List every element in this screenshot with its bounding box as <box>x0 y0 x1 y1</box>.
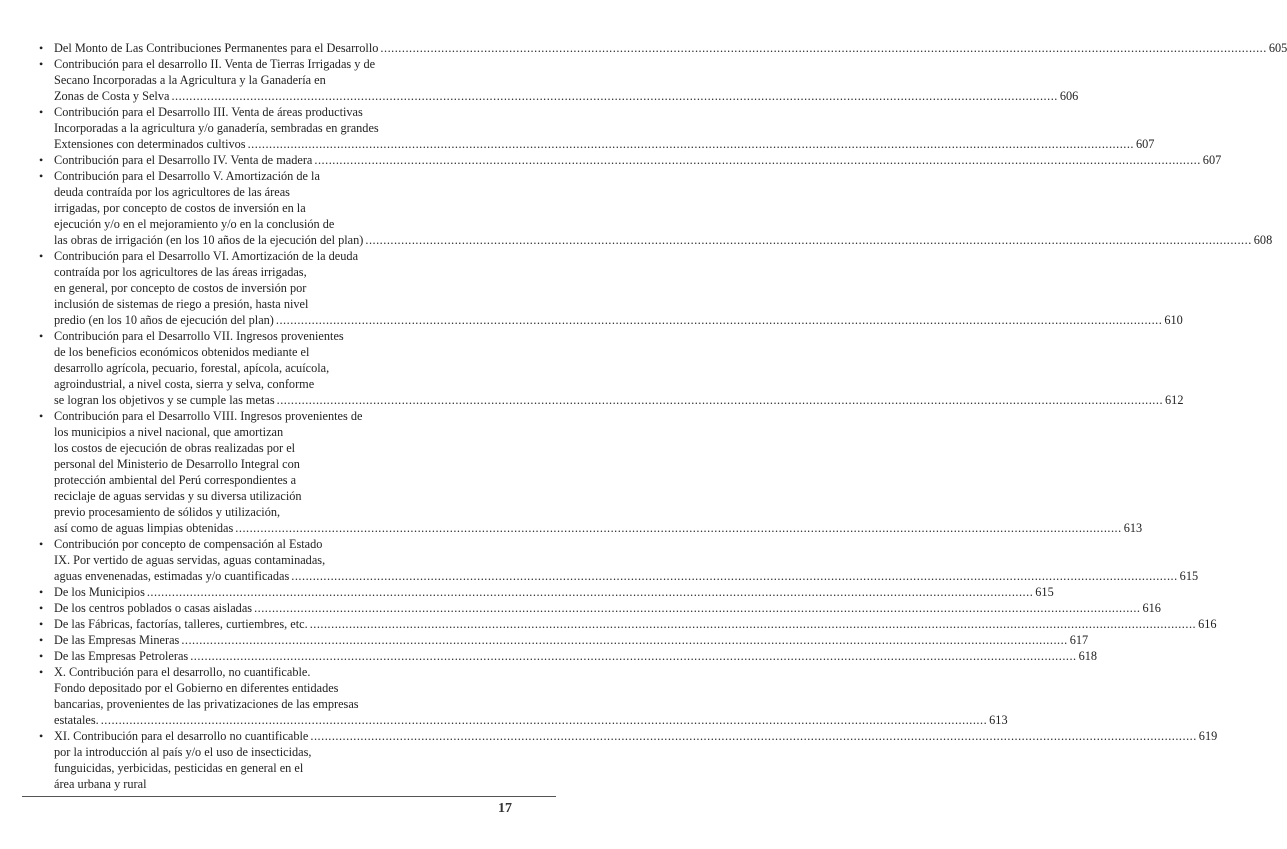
toc-entry-text: los costos de ejecución de obras realizadas por el <box>54 441 296 455</box>
dot-leader <box>310 728 1196 744</box>
toc-entry-text: Extensiones con determinados cultivos <box>54 137 246 151</box>
bullet-icon: • <box>39 649 44 663</box>
toc-entry-text: ejecución y/o en el mejoramiento y/o en la conclusión de <box>54 217 335 231</box>
toc-entry-text: deuda contraída por los agricultores de las áreas <box>54 185 290 199</box>
bullet-icon: • <box>39 617 44 631</box>
bullet-icon: • <box>39 409 44 423</box>
toc-entry-text: Contribución por concepto de compensación al Estado <box>54 537 323 551</box>
toc-entry-text: agroindustrial, a nivel costa, sierra y selva, conforme <box>54 377 315 391</box>
toc-page-number: 607 <box>1136 137 1155 151</box>
toc-entry-leader-line <box>54 312 1183 328</box>
toc-entry-text: por la introducción al país y/o el uso de insecticidas, <box>54 745 312 759</box>
toc-entry-text: así como de aguas limpias obtenidas <box>54 521 234 535</box>
toc-entry-leader-line <box>54 520 1143 536</box>
dot-leader <box>235 520 1121 536</box>
toc-entry-leader-line <box>54 712 1008 728</box>
dot-leader <box>277 392 1163 408</box>
toc-entry <box>36 328 1184 408</box>
bullet-icon: • <box>39 169 44 183</box>
bullet-icon: • <box>39 105 44 119</box>
page-number: 17 <box>498 801 512 816</box>
toc-entry-leader-line <box>54 648 1098 664</box>
toc-entry-text: Zonas de Costa y Selva <box>54 89 170 103</box>
toc-entry-text: de los beneficios económicos obtenidos mediante el <box>54 345 310 359</box>
toc-entry-leader-line <box>54 616 1217 632</box>
toc-page-number: 607 <box>1202 153 1222 167</box>
toc-entry-text: previo procesamiento de sólidos y utilización, <box>54 505 281 519</box>
dot-leader <box>365 232 1251 248</box>
toc-entry-text: inclusión de sistemas de riego a presión, hasta nivel <box>54 297 309 311</box>
toc-entry-text: personal del Ministerio de Desarrollo Integral con <box>54 457 300 471</box>
bullet-icon: • <box>39 665 44 679</box>
toc-entry-leader-line <box>54 568 1199 584</box>
toc-entry <box>36 408 1143 536</box>
toc-entry-text: De los Municipios <box>54 585 145 599</box>
toc-entry-text: Contribución para el Desarrollo VII. Ingresos provenientes <box>54 329 344 343</box>
toc-entry-text: funguicidas, yerbicidas, pesticidas en general en el <box>54 761 304 775</box>
toc-entry-text: los municipios a nivel nacional, que amortizan <box>54 425 284 439</box>
toc-entry-text: De las Fábricas, factorías, talleres, curtiembres, etc. <box>54 617 308 631</box>
table-of-contents <box>36 40 1287 792</box>
toc-entry-text: Contribución para el Desarrollo IV. Venta de madera <box>54 153 313 167</box>
toc-page-number: 613 <box>1123 521 1143 535</box>
toc-page-number: 616 <box>1142 601 1161 615</box>
dot-leader <box>291 568 1177 584</box>
toc-entry-text: se logran los objetivos y se cumple las metas <box>54 393 275 407</box>
toc-page-number: 618 <box>1078 649 1098 663</box>
toc-entry-text: Secano Incorporadas a la Agricultura y la Ganadería en <box>54 73 326 87</box>
toc-entry-text: Del Monto de Las Contribuciones Permanentes para el Desarrollo <box>54 41 379 55</box>
toc-entry-text: Contribución para el Desarrollo VIII. Ingresos provenientes de <box>54 409 363 423</box>
toc-page-number: 606 <box>1059 89 1079 103</box>
bullet-icon: • <box>39 57 44 71</box>
bullet-icon: • <box>39 153 44 167</box>
toc-entry <box>36 600 1161 616</box>
toc-entry <box>36 616 1217 632</box>
footer-divider <box>22 796 556 797</box>
toc-entry <box>36 248 1183 328</box>
toc-entry-text: predio (en los 10 años de ejecución del plan) <box>54 313 274 327</box>
bullet-icon: • <box>39 329 44 343</box>
dot-leader <box>181 632 1067 648</box>
toc-entry <box>36 632 1089 648</box>
toc-entry-text: XI. Contribución para el desarrollo no cuantificable <box>54 729 309 743</box>
toc-entry <box>36 648 1098 664</box>
toc-entry <box>36 536 1199 584</box>
toc-entry-leader-line <box>54 136 1155 152</box>
bullet-icon: • <box>39 41 44 55</box>
toc-entry-text: contraída por los agricultores de las áreas irrigadas, <box>54 265 307 279</box>
toc-page-number: 619 <box>1198 729 1218 743</box>
toc-entry-leader-line <box>54 232 1273 248</box>
toc-entry <box>36 104 1155 152</box>
toc-entry-text: estatales. <box>54 713 99 727</box>
toc-entry-text: desarrollo agrícola, pecuario, forestal, apícola, acuícola, <box>54 361 330 375</box>
toc-entry-text: en general, por concepto de costos de inversión por <box>54 281 307 295</box>
toc-entry-leader-line <box>54 152 1222 168</box>
toc-page-number: 616 <box>1198 617 1217 631</box>
bullet-icon: • <box>39 601 44 615</box>
toc-page-number: 608 <box>1253 233 1273 247</box>
toc-entry-text: las obras de irrigación (en los 10 años de la ejecución del plan) <box>54 233 364 247</box>
dot-leader <box>380 40 1266 56</box>
dot-leader <box>171 88 1057 104</box>
toc-entry-leader-line <box>54 584 1054 600</box>
bullet-icon: • <box>39 249 44 263</box>
toc-entry-text: De los centros poblados o casas aisladas <box>54 601 253 615</box>
toc-entry <box>36 728 1218 792</box>
toc-entry <box>36 56 1079 104</box>
toc-entry-text: De las Empresas Petroleras <box>54 649 189 663</box>
bullet-icon: • <box>39 585 44 599</box>
dot-leader <box>248 136 1134 152</box>
dot-leader <box>190 648 1076 664</box>
dot-leader <box>254 600 1140 616</box>
toc-entry-leader-line <box>54 88 1079 104</box>
toc-entry-text: Contribución para el Desarrollo III. Venta de áreas productivas <box>54 105 363 119</box>
toc-page-number: 615 <box>1179 569 1199 583</box>
toc-entry-text: protección ambiental del Perú correspondientes a <box>54 473 297 487</box>
toc-page-number: 613 <box>989 713 1008 727</box>
toc-entry <box>36 40 1287 56</box>
dot-leader <box>276 312 1162 328</box>
dot-leader <box>310 616 1196 632</box>
toc-entry-text: Incorporadas a la agricultura y/o ganadería, sembradas en grandes <box>54 121 379 135</box>
toc-page-number: 610 <box>1164 313 1183 327</box>
toc-entry-text: X. Contribución para el desarrollo, no cuantificable. <box>54 665 311 679</box>
toc-page-number: 605 <box>1268 41 1287 55</box>
toc-entry-text: bancarias, provenientes de las privatizaciones de las empresas <box>54 697 359 711</box>
toc-entry-leader-line <box>54 40 1287 56</box>
bullet-icon: • <box>39 729 44 743</box>
bullet-icon: • <box>39 633 44 647</box>
toc-page-number: 612 <box>1165 393 1184 407</box>
toc-entry-text: Contribución para el Desarrollo V. Amortización de la <box>54 169 320 183</box>
toc-entry <box>36 664 1008 728</box>
toc-page-number: 615 <box>1035 585 1054 599</box>
toc-entry-leader-line <box>54 600 1161 616</box>
toc-entry-text: área urbana y rural <box>54 777 147 791</box>
toc-entry-leader-line <box>54 392 1184 408</box>
bullet-icon: • <box>39 537 44 551</box>
dot-leader <box>101 712 987 728</box>
toc-entry <box>36 168 1273 248</box>
toc-entry-leader-line <box>54 728 1218 744</box>
toc-entry-text: De las Empresas Mineras <box>54 633 180 647</box>
toc-entry-leader-line <box>54 632 1089 648</box>
toc-entry-text: Contribución para el desarrollo II. Venta de Tierras Irrigadas y de <box>54 57 376 71</box>
dot-leader <box>147 584 1033 600</box>
toc-entry-text: Contribución para el Desarrollo VI. Amortización de la deuda <box>54 249 359 263</box>
toc-entry-text: Fondo depositado por el Gobierno en diferentes entidades <box>54 681 339 695</box>
toc-page-number: 617 <box>1069 633 1089 647</box>
toc-entry <box>36 152 1222 168</box>
toc-entry-text: IX. Por vertido de aguas servidas, aguas contaminadas, <box>54 553 326 567</box>
toc-entry-text: reciclaje de aguas servidas y su diversa utilización <box>54 489 302 503</box>
dot-leader <box>314 152 1200 168</box>
toc-entry-text: aguas envenenadas, estimadas y/o cuantificadas <box>54 569 290 583</box>
toc-entry-text: irrigadas, por concepto de costos de inversión en la <box>54 201 306 215</box>
toc-entry <box>36 584 1054 600</box>
